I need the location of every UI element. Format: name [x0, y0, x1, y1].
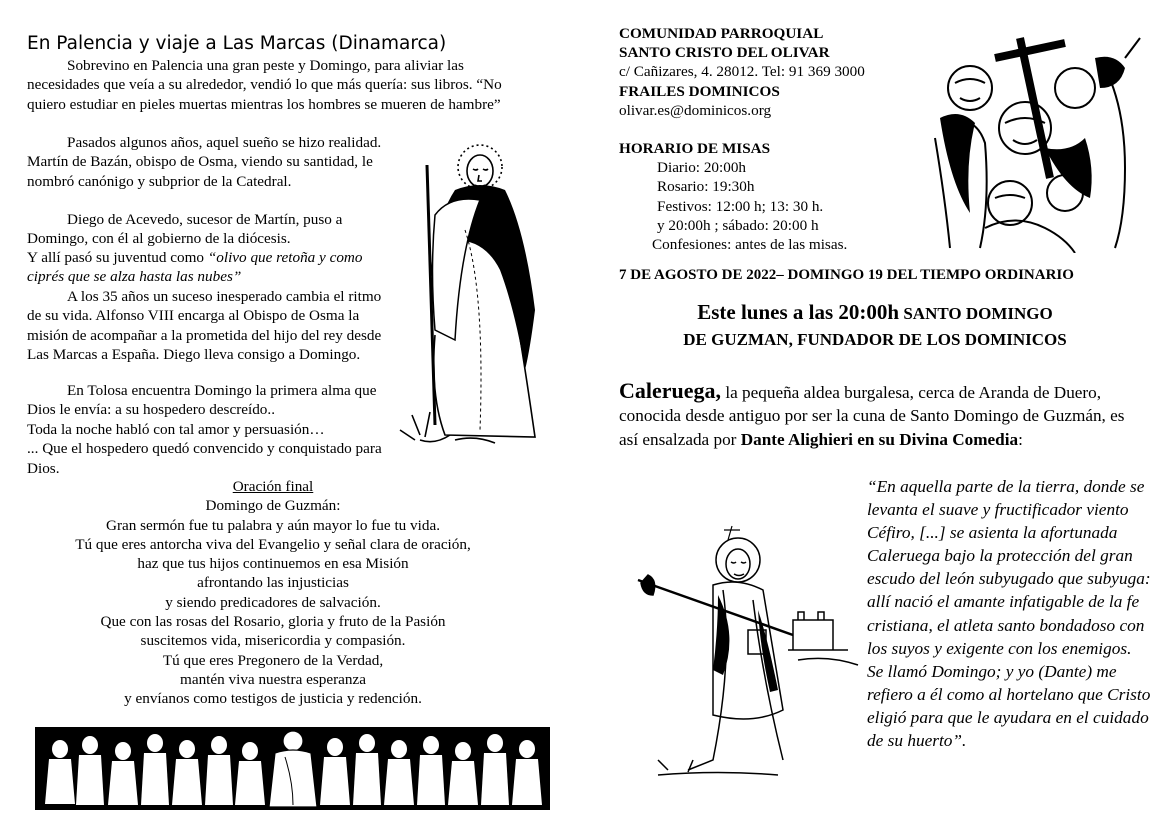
paragraph-tolosa — [27, 381, 397, 478]
caleruega-intro — [619, 379, 1139, 451]
header-line: COMUNIDAD PARROQUIAL — [619, 25, 824, 42]
juventud-quote: “olivo que retoña y como ciprés que se alza hasta las nubes” — [27, 249, 363, 286]
closing-prayer — [27, 477, 519, 709]
paragraph-juventud — [27, 248, 397, 287]
prayer-line: y siendo predicadores de salvación. — [165, 593, 381, 611]
prayer-line: Tú que eres antorcha viva del Evangelio y señal clara de oración, — [75, 535, 471, 553]
tolosa-line-1: En Tolosa encuentra Domingo la primera alma que Dios le envía: a su hospedero descreído.. — [27, 382, 377, 419]
mass-daily: Diario: 20:00h — [657, 159, 747, 177]
tolosa-line-2: Toda la noche habló con tal amor y persuasión… — [27, 420, 325, 438]
prayer-line: Domingo de Guzmán: — [205, 497, 341, 515]
parish-header — [619, 24, 919, 120]
prayer-line: Gran sermón fue tu palabra y aún mayor lo fue tu vida. — [105, 516, 440, 534]
header-line: FRAILES DOMINICOS — [619, 82, 780, 100]
dante-reference: Dante Alighieri en su Divina Comedia — [740, 429, 1019, 449]
announcement-subtitle: DE GUZMAN, FUNDADOR DE LOS DOMINICOS — [683, 330, 1067, 349]
paragraph-palencia: Sobrevino en Palencia una gran peste y Domingo, para aliviar las necesidades que veía a su alrededor, vendió lo que más quería: sus libros. “No quiero estudiar en pieles muertas mientras los hombres se mueren de hambre” — [27, 57, 502, 113]
mass-evening: y 20:00h ; sábado: 20:00 h — [657, 216, 819, 234]
santo-domingo-pilgrim-illustration — [628, 520, 863, 785]
announcement-time: Este lunes a las 20:00h — [697, 300, 900, 324]
header-address: c/ Cañizares, 4. 28012. Tel: 91 369 3000 — [619, 63, 865, 81]
mass-holidays: Festivos: 12:00 h; 13: 30 h. — [657, 197, 824, 215]
paragraph-marcas: A los 35 años un suceso inesperado cambia el ritmo de su vida. Alfonso VIII encarga al Obispo de Osma la misión de acompañar a la prometida del hijo del rey desde Las Marcas a España. Diego lleva consigo a Domingo. — [27, 288, 382, 364]
tolosa-line-3: ... Que el hospedero quedó convencido y conquistado para Dios. — [27, 440, 382, 477]
crowd-with-cross-illustration — [925, 28, 1145, 253]
prayer-line: Que con las rosas del Rosario, gloria y fruto de la Pasión — [100, 613, 446, 631]
juventud-text: Y allí pasó su juventud como — [27, 249, 208, 266]
caleruega-heading: Caleruega, — [619, 378, 722, 403]
prayer-line: Tú que eres Pregonero de la Verdad, — [162, 651, 384, 669]
prayer-line: mantén viva nuestra esperanza — [180, 670, 366, 688]
mass-schedule — [619, 139, 919, 254]
mass-rosary: Rosario: 19:30h — [657, 178, 755, 196]
prayer-line: afrontando las injusticias — [197, 574, 349, 592]
caleruega-text: la pequeña aldea burgalesa, cerca de Aranda de Duero, conocida desde antiguo por ser la cuna de Santo Domingo de Guzmán, es así ensalzada por — [619, 383, 1125, 449]
colon: : — [1018, 429, 1023, 449]
paragraph-canonigo: Pasados algunos años, aquel sueño se hizo realidad. Martín de Bazán, obispo de Osma, viendo su santidad, le nombró canónigo y subprior de la Catedral. — [27, 134, 382, 190]
liturgical-date: 7 DE AGOSTO DE 2022– DOMINGO 19 DEL TIEMPO ORDINARIO — [619, 267, 1074, 283]
left-title: En Palencia y viaje a Las Marcas (Dinamarca) — [27, 33, 447, 54]
announcement-saint: SANTO DOMINGO — [899, 304, 1053, 323]
mass-confessions: Confesiones: antes de las misas. — [652, 236, 848, 254]
mass-schedule-title: HORARIO DE MISAS — [619, 140, 771, 157]
crowd-silhouette-banner — [35, 727, 550, 810]
header-line: SANTO CRISTO DEL OLIVAR — [619, 44, 830, 62]
prayer-line: haz que tus hijos continuemos en esa Misión — [137, 555, 409, 573]
prayer-title: Oración final — [232, 478, 314, 495]
paragraph-diego: Diego de Acevedo, sucesor de Martín, puso a Domingo, con él al gobierno de la diócesis. — [27, 211, 343, 248]
dante-quote: “En aquella parte de la tierra, donde se levanta el suave y fructificador viento Céfiro, [...] se asienta la afortunada Caleruega bajo la protección del gran escudo del león subyugado que subyuga: allí nació el amante infatigable de la fe cristiana, el atleta santo bondadoso con los suyos y exigente con los enemigos. Se llamó Domingo; y yo (Dante) me refiero a él como al hortelano que Cristo eligió para que le ayudara en el cuidado de su huerto”. — [867, 477, 1151, 751]
saint-dominic-illustration — [395, 135, 555, 465]
prayer-line: y envíanos como testigos de justicia y redención. — [124, 690, 422, 708]
prayer-line: suscitemos vida, misericordia y compasión. — [140, 632, 406, 650]
header-email: olivar.es@dominicos.org — [619, 101, 772, 119]
feast-announcement — [619, 300, 1131, 352]
